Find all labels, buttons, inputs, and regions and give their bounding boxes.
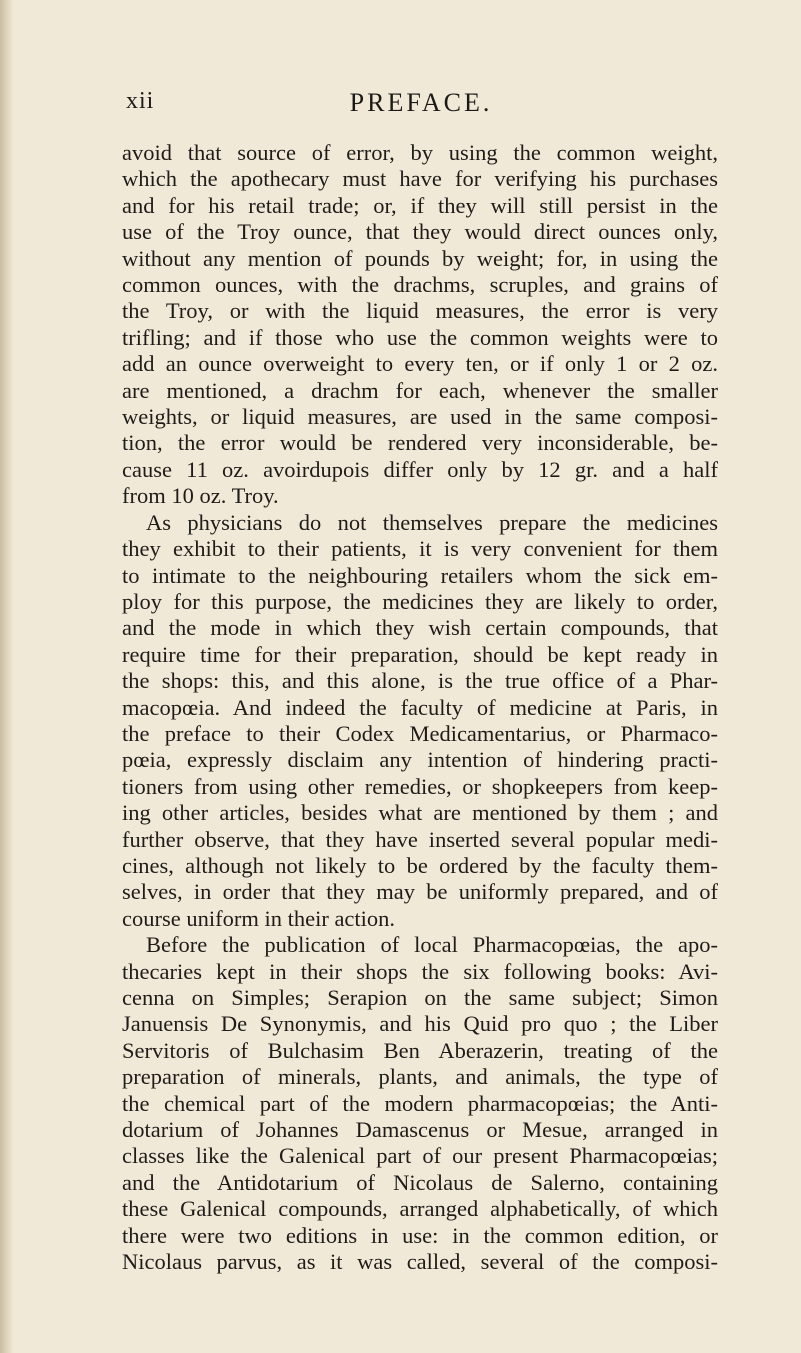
text-line: the chemical part of the modern pharmacopœias; the Anti-: [122, 1090, 718, 1116]
page-gutter-shadow: [0, 0, 14, 1353]
text-line: without any mention of pounds by weight; for, in using the: [122, 245, 718, 271]
text-line: are mentioned, a drachm for each, whenever the smaller: [122, 377, 718, 403]
text-line: pœia, expressly disclaim any intention of hindering practi-: [122, 747, 718, 773]
text-line: avoid that source of error, by using the common weight,: [122, 140, 718, 165]
paragraph: [122, 932, 718, 1275]
text-line: and for his retail trade; or, if they will still persist in the: [122, 192, 718, 218]
text-line: classes like the Galenical part of our present Pharmacopœias;: [122, 1143, 718, 1169]
paragraph: [122, 140, 718, 510]
text-line: ing other articles, besides what are mentioned by them ; and: [122, 800, 718, 826]
body-text: [122, 140, 718, 1275]
text-line: the preface to their Codex Medicamentarius, or Pharmaco-: [122, 720, 718, 746]
text-line: weights, or liquid measures, are used in the same composi-: [122, 404, 718, 430]
text-line: cause 11 oz. avoirdupois differ only by 12 gr. and a half: [122, 456, 718, 482]
page-header: [126, 88, 716, 128]
text-line: which the apothecary must have for verifying his purchases: [122, 166, 718, 192]
text-line: cenna on Simples; Serapion on the same subject; Simon: [122, 985, 718, 1010]
text-line: course uniform in their action.: [122, 905, 396, 931]
text-line: add an ounce overweight to every ten, or if only 1 or 2 oz.: [122, 351, 718, 377]
text-line: cines, although not likely to be ordered by the faculty them-: [122, 852, 718, 878]
text-line: there were two editions in use: in the common edition, or: [122, 1222, 718, 1248]
text-line: ploy for this purpose, the medicines they are likely to order,: [122, 588, 718, 614]
text-line: these Galenical compounds, arranged alphabetically, of which: [122, 1196, 718, 1222]
text-line: they exhibit to their patients, it is very convenient for them: [122, 536, 718, 562]
text-line: tioners from using other remedies, or shopkeepers from keep-: [122, 773, 718, 799]
page-number: xii: [126, 88, 155, 114]
text-line: from 10 oz. Troy.: [122, 483, 279, 509]
text-line: use of the Troy ounce, that they would direct ounces only,: [122, 219, 718, 245]
text-line: tion, the error would be rendered very inconsiderable, be-: [122, 430, 718, 456]
text-line: the shops: this, and this alone, is the true office of a Phar-: [122, 668, 718, 694]
text-line: dotarium of Johannes Damascenus or Mesue, arranged in: [122, 1117, 718, 1143]
text-line: Januensis De Synonymis, and his Quid pro quo ; the Liber: [122, 1011, 718, 1037]
text-line: and the Antidotarium of Nicolaus de Salerno, containing: [122, 1169, 718, 1195]
text-line: selves, in order that they may be uniformly prepared, and of: [122, 879, 718, 905]
running-head: PREFACE.: [349, 88, 493, 117]
text-line: As physicians do not themselves prepare the medicines: [146, 509, 718, 535]
text-line: Before the publication of local Pharmacopœias, the apo-: [146, 932, 718, 958]
text-line: require time for their preparation, should be kept ready in: [122, 641, 718, 667]
text-line: Nicolaus parvus, as it was called, several of the composi-: [122, 1249, 718, 1275]
text-line: Servitoris of Bulchasim Ben Aberazerin, treating of the: [122, 1037, 718, 1063]
text-line: trifling; and if those who use the common weights were to: [122, 324, 718, 350]
text-line: further observe, that they have inserted several popular medi-: [122, 826, 718, 852]
text-line: thecaries kept in their shops the six following books: Avi-: [122, 958, 718, 984]
text-line: preparation of minerals, plants, and animals, the type of: [122, 1064, 718, 1090]
text-line: to intimate to the neighbouring retailers whom the sick em-: [122, 562, 718, 588]
text-line: macopœia. And indeed the faculty of medicine at Paris, in: [122, 694, 718, 720]
paragraph: [122, 510, 718, 933]
text-line: and the mode in which they wish certain compounds, that: [122, 615, 718, 641]
text-line: the Troy, or with the liquid measures, the error is very: [122, 298, 718, 324]
text-line: common ounces, with the drachms, scruples, and grains of: [122, 272, 718, 298]
